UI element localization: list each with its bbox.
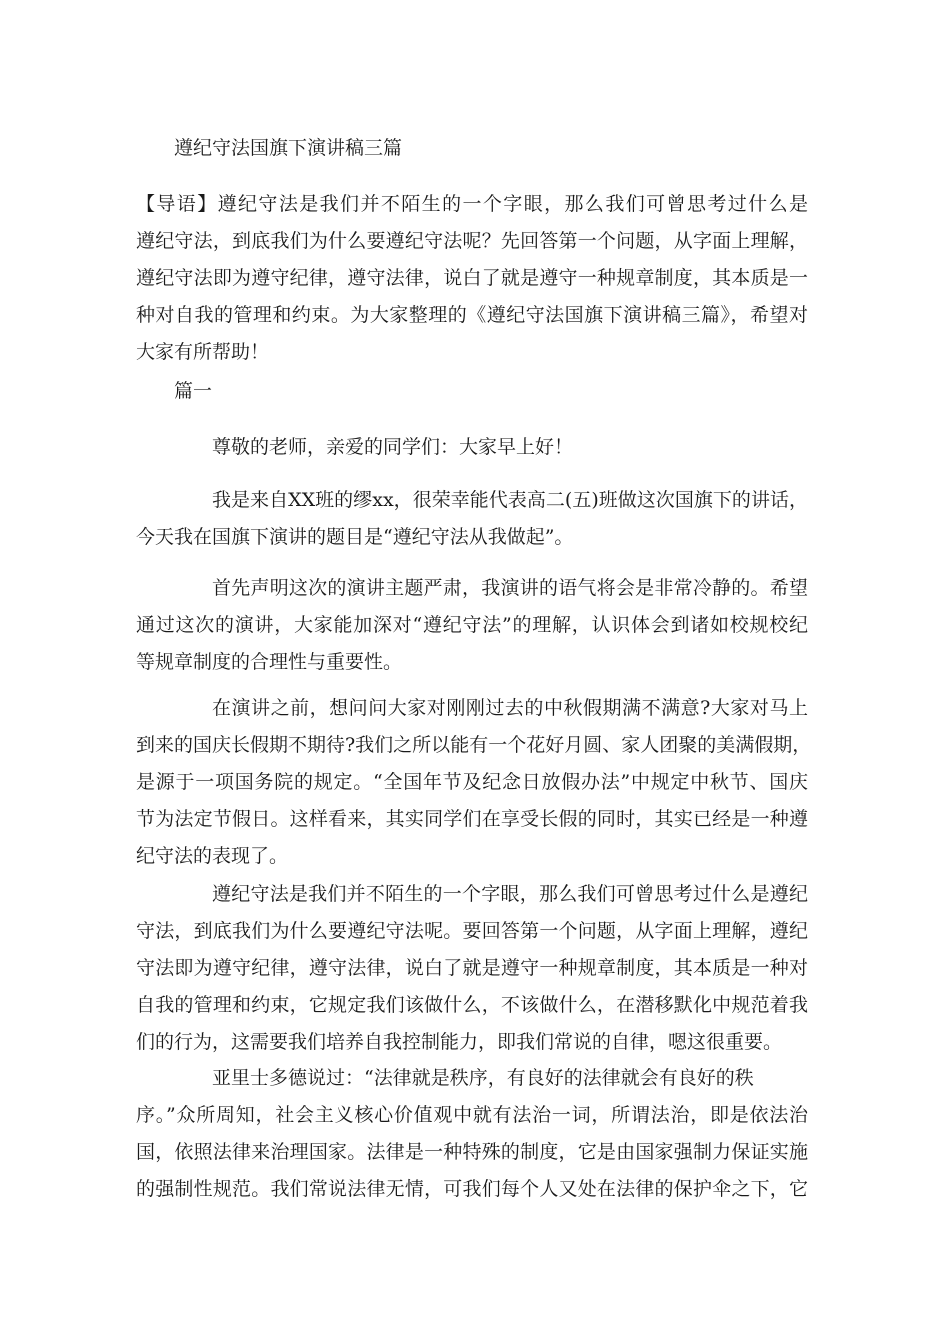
intro-line: 大家有所帮助！ — [136, 341, 270, 363]
paragraph-line: 国，依照法律来治理国家。法律是一种特殊的制度，它是由国家强制力保证实施 — [136, 1141, 808, 1163]
paragraph-line: 今天我在国旗下演讲的题目是“遵纪守法从我做起”。 — [136, 526, 574, 548]
greeting-paragraph — [136, 429, 808, 466]
paragraph-line: 的强制性规范。我们常说法律无情，可我们每个人又处在法律的保护伞之下，它 — [136, 1178, 808, 1200]
paragraph-line: 等规章制度的合理性与重要性。 — [136, 651, 403, 673]
paragraph-line: 序。”众所周知，社会主义核心价值观中就有法治一词，所谓法治，即是依法治 — [136, 1104, 808, 1126]
intro-line: 遵纪守法，到底我们为什么要遵纪守法呢？先回答第一个问题，从字面上理解， — [136, 230, 808, 252]
intro-line: 【导语】遵纪守法是我们并不陌生的一个字眼，那么我们可曾思考过什么是 — [136, 193, 808, 215]
section-heading: 篇一 — [174, 380, 213, 402]
paragraph-line: 是源于一项国务院的规定。“全国年节及纪念日放假办法”中规定中秋节、国庆 — [136, 771, 808, 793]
paragraph-line: 亚里士多德说过：“法律就是秩序，有良好的法律就会有良好的秩 — [212, 1067, 754, 1089]
body-paragraph — [136, 482, 808, 556]
greeting-line: 尊敬的老师，亲爱的同学们：大家早上好！ — [212, 436, 574, 458]
paragraph-line: 到来的国庆长假期不期待?我们之所以能有一个花好月圆、家人团聚的美满假期， — [136, 734, 812, 756]
paragraph-line: 们的行为，这需要我们培养自我控制能力，即我们常说的自律，嗯这很重要。 — [136, 1031, 783, 1053]
paragraph-line: 通过这次的演讲，大家能加深对“遵纪守法”的理解，认识体会到诸如校规校纪 — [136, 614, 808, 636]
intro-line: 遵纪守法即为遵守纪律，遵守法律，说白了就是遵守一种规章制度，其本质是一 — [136, 267, 808, 289]
body-paragraph — [136, 876, 808, 1061]
body-paragraph — [136, 570, 808, 681]
paragraph-line: 纪守法的表现了。 — [136, 845, 289, 867]
document-title: 遵纪守法国旗下演讲稿三篇 — [174, 137, 403, 159]
paragraph-line: 节为法定节假日。这样看来，其实同学们在享受长假的同时，其实已经是一种遵 — [136, 808, 808, 830]
paragraph-line: 守法，到底我们为什么要遵纪守法呢。要回答第一个问题，从字面上理解，遵纪 — [136, 920, 808, 942]
paragraph-line: 在演讲之前，想问问大家对刚刚过去的中秋假期满不满意?大家对马上 — [212, 697, 808, 719]
body-paragraph — [136, 690, 812, 875]
paragraph-line: 自我的管理和约束，它规定我们该做什么，不该做什么，在潜移默化中规范着我 — [136, 994, 808, 1016]
paragraph-line: 遵纪守法是我们并不陌生的一个字眼，那么我们可曾思考过什么是遵纪 — [212, 883, 808, 905]
paragraph-line: 首先声明这次的演讲主题严肃，我演讲的语气将会是非常冷静的。希望 — [212, 577, 808, 599]
paragraph-line: 我是来自XX班的缪xx，很荣幸能代表高二(五)班做这次国旗下的讲话， — [212, 489, 808, 511]
intro-line: 种对自我的管理和约束。为大家整理的《遵纪守法国旗下演讲稿三篇》，希望对 — [136, 304, 808, 326]
intro-paragraph — [136, 186, 808, 371]
paragraph-line: 守法即为遵守纪律，遵守法律，说白了就是遵守一种规章制度，其本质是一种对 — [136, 957, 808, 979]
body-paragraph — [136, 1060, 808, 1208]
